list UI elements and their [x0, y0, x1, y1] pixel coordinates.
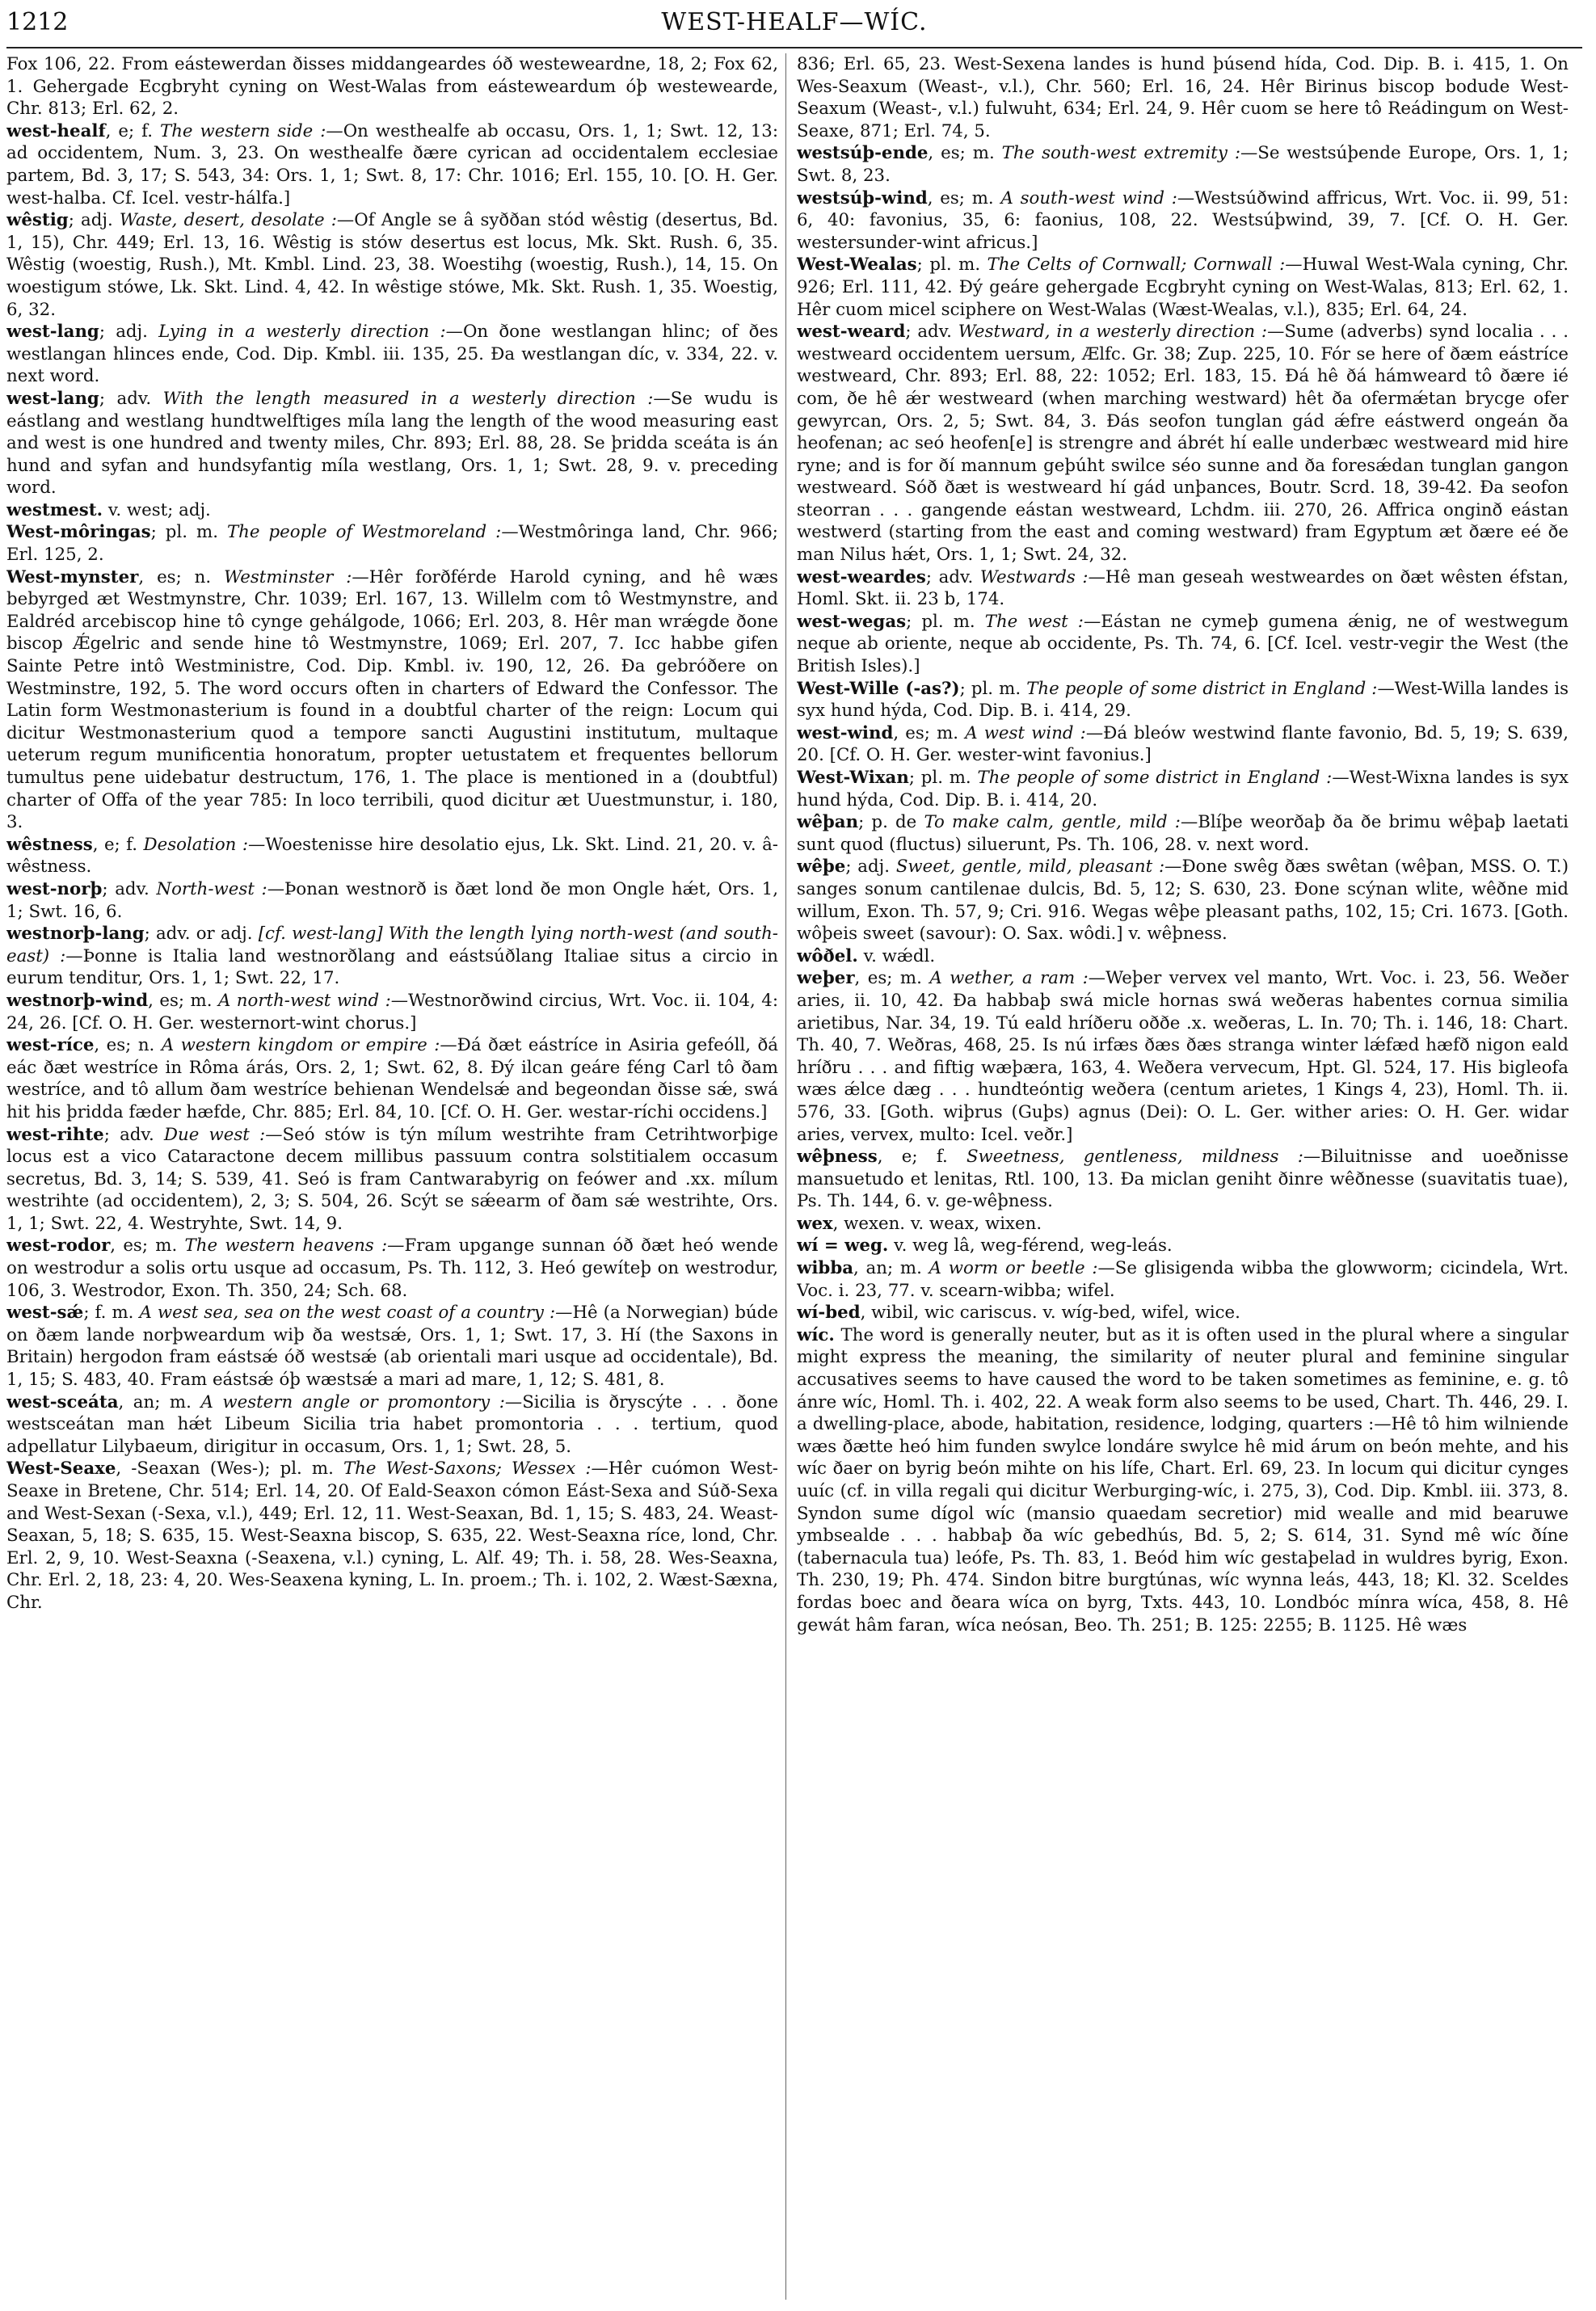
entry-citations: Þonan westnorð is ðæt lond ðe mon Ongle hǽt, Ors. 1, 1; Swt. 16, 6.	[6, 878, 778, 922]
entry-grammar: ; adv.	[905, 322, 952, 343]
entry-definition: The people of some district in England :—	[971, 768, 1350, 788]
entry-citations: Sicilia is ðryscýte . . . ðone westsceátan man hǽt Libeum Sicilia tria habet promontoria . . . tertium, quod adpellatur Lilybaeum, dirigitur in occasum, Ors. 1, 1; Swt. 28, 5.	[6, 1391, 778, 1457]
dictionary-entry	[6, 990, 778, 1034]
dictionary-entry	[797, 1146, 1569, 1213]
entry-definition: The western heavens :—	[177, 1235, 405, 1257]
entry-citations: 836; Erl. 65, 23. West-Sexena landes is hund þúsend hída, Cod. Dip. B. i. 415, 1. On Wes-Seaxum (Weast-, v.l.), Chr. 560; Erl. 16, 24. Hêr Birinus biscop bodude West-Seaxum (Weast-, v.l.) fulwuht, 634; Erl. 24, 9. Hêr cuom se here tô Reádingum on West-Seaxe, 871; Erl. 74, 5.	[797, 54, 1569, 141]
entry-citations: The word is generally neuter, but as it is often used in the plural where a singular might express the meaning, the similarity of neuter plural and feminine singular accusatives seems to have caused the word to be taken sometimes as feminine, e. g. tô ánre wíc, Homl. Th. i. 402, 22. A weak form also seems to be used, Chart. Th. 446, 29. I. a dwelling-place, abode, habitation, residence, lodging, quarters :—Hê tô him wilniende wæs ðætte heó him funden swylce londáre swylce hê mid árum on beón mehte, and his wíc ðaer on byrig beón mihte on his lífe, Chart. Erl. 69, 23. In locum qui dicitur cynges uuíc (cf. in villa regali qui dicitur Werburging-wíc, i. 275, 3), Cod. Dip. Kmbl. iii. 373, 8. Syndon sume dígol wíc (mansio quaedam secretior) mid wealle and mid bearuwe ymbsealde . . . habbaþ ða wíc gebedhús, Bd. 5, 2; S. 614, 31. Synd mê wíc ðíne (tabernacula tua) leófe, Ps. Th. 83, 1. Beód him wíc gestaþelad in wuldres byrig, Exon. Th. 230, 19; Ph. 474. Sindon bitre burgtúnas, wíc wynna leás, 443, 18; Kl. 32. Sceldes fordas boec and ðeara wíca on byrg, Txts. 443, 10. Londbóc mínra wíca, 458, 8. Hê gewát hâm faran, wíca neósan, Beo. Th. 251; B. 125: 2255; B. 1125. Hê wæs	[797, 1324, 1569, 1635]
entry-definition: Waste, desert, desolate :—	[112, 210, 355, 231]
dictionary-entry	[797, 187, 1569, 255]
entry-citations: Biluitnisse and uoeðnisse mansuetudo et lenitas, Rtl. 100, 13. Ða miclan geniht ðinre wêðnesse (suavitatis tuae), Ps. Th. 144, 6. v. ge-wêþness.	[797, 1147, 1569, 1212]
dictionary-entry	[6, 53, 778, 120]
entry-definition: A west sea, sea on the west coast of a country :—	[133, 1303, 573, 1324]
entry-definition: A western kingdom or empire :—	[154, 1035, 457, 1056]
entry-citations: Ðá ðæt eástríce in Asiria gefeóll, ðá eác ðæt westríce in Rôma árás, Ors. 2, 1; Swt. 62, 8. Ðý ilcan geáre féng Carl tô ðam westríce, and tô allum ðam westríce behienan Wendelsǽ and begeondan ðisse sǽ, swá hit his þridda fæder hæfde, Chr. 885; Erl. 84, 10. [Cf. O. H. Ger. westar-ríchi occidens.]	[6, 1035, 778, 1122]
entry-definition: The western side :—	[153, 120, 343, 141]
entry-citations: v. weg lâ, weg-férend, weg-leás.	[888, 1235, 1173, 1257]
entry-definition: With the length measured in a westerly direction :—	[151, 388, 671, 409]
entry-headword: west-sceáta	[6, 1391, 119, 1412]
entry-headword: west-healf	[6, 120, 106, 141]
dictionary-entry	[6, 566, 778, 834]
dictionary-entry	[6, 521, 778, 566]
entry-headword: west-norþ	[6, 878, 103, 899]
entry-headword: west-wind	[797, 722, 894, 743]
entry-grammar: ; adv.	[99, 388, 152, 409]
entry-grammar: ; adv.	[925, 566, 974, 587]
entry-definition: Due west :—	[154, 1124, 283, 1145]
entry-citations: Fox 106, 22. From eástewerdan ðisses middangeardes óð westeweardne, 18, 2; Fox 62, 1. Gehergade Ecgbryht cyning on West-Walas from eásteweardum óþ westewearde, Chr. 813; Erl. 62, 2.	[6, 54, 778, 120]
entry-headword: wibba	[797, 1258, 854, 1279]
entry-headword: west-wegas	[797, 611, 907, 632]
header-rule	[6, 47, 1582, 48]
dictionary-entry	[797, 811, 1569, 856]
dictionary-entry	[797, 611, 1569, 678]
entry-grammar: ; pl. m.	[908, 768, 971, 788]
entry-citations: Seó stów is týn mílum westrihte fram Cetrihtworþige locus est a vico Cataractone decem millibus passuum contra solstitialem occasum secretus, Bd. 3, 14; S. 539, 41. Seó is fram Cantwarabyrig on feówer and .xx. mílum westrihte (ad occidentem), 2, 3; S. 504, 26. Scýt se sǽearm of ðam sǽ westrihte, Ors. 1, 1; Swt. 22, 4. Westryhte, Swt. 14, 9.	[6, 1124, 778, 1234]
entry-grammar: , e; f.	[92, 834, 138, 855]
dictionary-entry	[797, 1213, 1569, 1235]
page-number: 1212	[6, 8, 69, 36]
entry-citations: Ðá bleów westwind flante favonio, Bd. 5, 19; S. 639, 20. [Cf. O. H. Ger. wester-wint favonius.]	[797, 722, 1569, 766]
entry-definition: Sweet, gentle, mild, pleasant :—	[890, 857, 1182, 878]
entry-headword: West-môringas	[6, 522, 151, 543]
dictionary-entry	[797, 678, 1569, 722]
entry-grammar: ; pl. m.	[959, 678, 1021, 699]
entry-headword: west-lang	[6, 388, 99, 409]
dictionary-entry	[797, 1302, 1569, 1324]
entry-citations: Hêr forðférde Harold cyning, and hê wæs bebyrged æt Westmynstre, Chr. 1039; Erl. 167, 13. Willelm com tô Westmynstre, and Ealdréd arcebiscop hine tô cynge gehálgode, 1066; Erl. 203, 8. Hêr man wrǽgde ðone biscop Ǽgelric and sende hine tô Westmynstre, 1069; Erl. 207, 7. Icc habbe gifen Sainte Petre intô Westministre, Cod. Dip. Kmbl. iv. 190, 12, 26. Ða gebróðere on Westminstre, 192, 5. The word occurs often in charters of Edward the Confessor. The Latin form Westmonasterium is found in a doubtful charter of the reign: Locum qui dicitur Westmonasterium quod a tempore sancti Augustini institutum, multaque ueterum regum munificentia honoratum, propter uetustatem et frequentes bellorum tumultus pene uidebatur destructum, 176, 1. The place is mentioned in a (doubtful) charter of Offa of the year 785: In loco terribili, quod dicitur æt Uuestmunstur, i. 180, 3.	[6, 566, 778, 833]
entry-citations: v. wíg-bed, wifel, wice.	[1037, 1303, 1240, 1324]
entry-definition: The West-Saxons; Wessex :—	[333, 1459, 609, 1480]
entry-grammar: , an; m.	[853, 1258, 922, 1279]
entry-citations: Huwal West-Wala cyning, Chr. 926; Erl. 111, 42. Ðý geáre gehergade Ecgbryht cyning on West-Walas, 813; Erl. 62, 1. Hêr cuom micel sciphere on West-Walas (Wæst-Wealas, v.l.), 835; Erl. 64, 24.	[797, 255, 1569, 320]
entry-definition: To make calm, gentle, mild :—	[916, 812, 1198, 833]
entry-headword: westnorþ-wind	[6, 990, 149, 1011]
dictionary-entry	[797, 254, 1569, 321]
dictionary-entry	[6, 878, 778, 923]
entry-grammar: , wibil, wic cariscus.	[860, 1303, 1038, 1324]
entry-headword: wêþness	[797, 1147, 878, 1168]
entry-headword: westsúþ-ende	[797, 143, 929, 164]
entry-grammar: ; pl. m.	[916, 255, 981, 276]
entry-grammar: , an; m.	[118, 1391, 192, 1412]
entry-citations: v. wǽdl.	[857, 945, 936, 966]
entry-grammar: , es; m.	[110, 1235, 178, 1257]
entry-grammar: ; adj.	[99, 322, 148, 343]
entry-definition: A western angle or promontory :—	[191, 1391, 523, 1412]
entry-grammar: , es; m.	[893, 722, 959, 743]
column-divider	[785, 53, 786, 2300]
dictionary-entry	[797, 142, 1569, 187]
entry-headword: West-Wille (-as?)	[797, 678, 960, 699]
entry-grammar: , es; m.	[927, 187, 994, 208]
entry-citations: On westhealfe ab occasu, Ors. 1, 1; Swt. 12, 13: ad occidentem, Num. 3, 23. On westhealfe ðære cyrican ad occidentalem ecclesiae partem, Bd. 3, 17; S. 543, 34: Ors. 1, 1; Swt. 8, 17: Chr. 1016; Erl. 155, 10. [O. H. Ger. west-halba. Cf. Icel. vestr-hálfa.]	[6, 120, 778, 208]
entry-definition: A west wind :—	[958, 722, 1104, 743]
entry-definition: The people of Westmoreland :—	[217, 522, 519, 543]
entry-grammar: , wexen.	[832, 1213, 906, 1234]
entry-headword: wex	[797, 1213, 833, 1234]
entry-definition: A south-west wind :—	[993, 187, 1195, 208]
entry-definition: Westward, in a westerly direction :—	[951, 322, 1285, 343]
entry-grammar: ; adj.	[68, 210, 113, 231]
dictionary-entry	[6, 1124, 778, 1235]
dictionary-entry	[797, 1324, 1569, 1636]
entry-definition: A wether, a ram :—	[921, 968, 1106, 989]
entry-grammar: ; pl. m.	[150, 522, 218, 543]
entry-grammar: ; adj.	[845, 857, 891, 878]
entry-definition: A north-west wind :—	[212, 990, 409, 1011]
entry-definition: Desolation :—	[137, 834, 266, 855]
entry-definition: Westwards :—	[973, 566, 1105, 587]
entry-citations: Blíþe weorðaþ ða ðe brimu wêþaþ laetati sunt quod (fluctus) siluerunt, Ps. Th. 106, 28. v. next word.	[797, 812, 1569, 855]
entry-citations: v. west; adj.	[103, 499, 211, 520]
dictionary-entry	[6, 923, 778, 990]
dictionary-entry	[6, 1391, 778, 1459]
entry-citations: v. weax, wixen.	[905, 1213, 1042, 1234]
entry-headword: westsúþ-wind	[797, 187, 928, 208]
dictionary-entry	[797, 1235, 1569, 1257]
entry-grammar: , es; m.	[148, 990, 213, 1011]
entry-headword: wêstig	[6, 210, 69, 231]
dictionary-entry	[797, 53, 1569, 142]
page-header	[6, 8, 1582, 44]
entry-citations: Westmôringa land, Chr. 966; Erl. 125, 2.	[6, 522, 778, 566]
entry-grammar: ; adv.	[103, 1124, 154, 1145]
entry-grammar: , es; n.	[94, 1035, 155, 1056]
entry-headword: West-Seaxe	[6, 1459, 116, 1480]
entry-definition: The south-west extremity :—	[994, 143, 1258, 164]
entry-citations: Hêr cuómon West-Seaxe in Bretene, Chr. 514; Erl. 14, 20. Of Eald-Seaxon cómon Eást-Sexa and Súð-Sexa and West-Sexan (-Sexa, v.l.), 449; Erl. 12, 11. West-Seaxan, Bd. 1, 15; S. 483, 24. Weast-Seaxan, 5, 18; S. 635, 15. West-Seaxna biscop, S. 635, 22. West-Seaxna ríce, lond, Chr. Erl. 2, 9, 10. West-Seaxna (-Seaxena, v.l.) cyning, L. Alf. 49; Th. i. 58, 28. Wes-Seaxna, Chr. Erl. 2, 18, 23: 4, 20. Wes-Seaxena kyning, L. In. proem.; Th. i. 102, 2. Wæst-Sæxna, Chr.	[6, 1459, 778, 1613]
dictionary-entry	[6, 388, 778, 499]
entry-citations: Fram upgange sunnan óð ðæt heó wende on westrodur a solis ortu usque ad occasum, Ps. Th. 112, 3. Heó gewíteþ on westrodur, 106, 3. Westrodor, Exon. Th. 350, 24; Sch. 68.	[6, 1235, 778, 1301]
entry-grammar: , es; m.	[854, 968, 922, 989]
entry-grammar: , -Seaxan (Wes-); pl. m.	[116, 1459, 334, 1480]
entry-citations: West-Willa landes is syx hund hýda, Cod. Dip. B. i. 414, 29.	[797, 678, 1569, 722]
entry-grammar: ; pl. m.	[906, 611, 975, 632]
entry-definition: The Celts of Cornwall; Cornwall :—	[980, 255, 1303, 276]
entry-grammar: ; adv.	[102, 878, 149, 899]
entry-grammar: , e; f.	[105, 120, 154, 141]
entry-citations: Þonne is Italia land westnorðlang and eástsúðlang Italiae situs a circio in eurum tenditur, Ors. 1, 1; Swt. 22, 17.	[6, 945, 778, 989]
dictionary-entry	[797, 856, 1569, 945]
entry-citations: Westnorðwind circius, Wrt. Voc. ii. 104, 4: 24, 26. [Cf. O. H. Ger. westernort-wint chorus.]	[6, 990, 778, 1033]
dictionary-entry	[797, 967, 1569, 1146]
entry-definition: Lying in a westerly direction :—	[147, 322, 463, 343]
entry-citations: Se glisigenda wibba the glowworm; cicindela, Wrt. Voc. i. 23, 77. v. scearn-wibba; wifel.	[797, 1258, 1569, 1301]
entry-citations: Ðone swêg ðæs swêtan (wêþan, MSS. O. T.) sanges sonum cantilenae dulcis, Bd. 5, 12; S. 630, 23. Ðone scýnan wlite, wêðne mid willum, Exon. Th. 57, 9; Cri. 916. Wegas wêþe pleasant paths, 102, 15; Cri. 1673. [Goth. wôþeis sweet (savour): O. Sax. wôdi.] v. wêþness.	[797, 857, 1569, 945]
entry-grammar: ; p. de	[858, 812, 917, 833]
dictionary-entry	[797, 767, 1569, 811]
entry-citations: Hê man geseah westweardes on ðæt wêsten éfstan, Homl. Skt. ii. 23 b, 174.	[797, 566, 1569, 610]
dictionary-entry	[6, 1302, 778, 1391]
entry-headword: weþer	[797, 968, 855, 989]
entry-definition: Sweetness, gentleness, mildness :—	[947, 1147, 1321, 1168]
dictionary-entry	[6, 1235, 778, 1302]
entry-headword: West-Wixan	[797, 768, 909, 788]
entry-headword: wí-bed	[797, 1303, 861, 1324]
entry-headword: west-sǽ	[6, 1303, 84, 1324]
dictionary-entry	[797, 321, 1569, 566]
dictionary-entry	[6, 321, 778, 388]
entry-headword: wêþan	[797, 812, 859, 833]
entry-headword: wêþe	[797, 857, 846, 878]
entry-definition: [cf. west-lang] With the length lying north-west (and south-east) :—	[6, 924, 778, 966]
entry-headword: wíc.	[797, 1324, 835, 1345]
entry-citations: Se wudu is eástlang and westlang hundtwelftiges míla lang the length of the wood measuring east and west is one hundred and twenty miles, Chr. 893; Erl. 88, 28. Se þridda sceáta is án hund and syfan and hundsyfantig míla westlang, Ors. 1, 1; Swt. 28, 9. v. preceding word.	[6, 388, 778, 499]
entry-citations: Sume (adverbs) synd localia . . . westweard occidentem uersum, Ælfc. Gr. 38; Zup. 225, 10. Fór se here of ðæm eástríce westweard, Chr. 893; Erl. 88, 22: 1052; Erl. 183, 15. Ðá hê ðá hámweard tô ðære ié com, ðe hê ǽr westweard (when marching westward) hêt ða ofermǽtan brycge ofer gewyrcan, Ors. 2, 5; Swt. 84, 3. Ðás seofon tunglan gád ǽfre eástwerd ongeán ða heofenan; ac seó heofen[e] is strengre and ábrét hí ealle underbæc westweard mid hire ryne; and is for ðí mannum geþúht swilce séo sunne and ða foresǽdan tunglan gangon westweard. Sóð ðæt is westweard hí gád unþances, Boutr. Scrd. 18, 39-42. Ða seofon steorran . . . gangende eástan westweard, Lchdm. iii. 270, 26. Affrica onginð eástan westwerd (starting from the east and coming westward) fram Egyptum æt ðære eé ðe man Nilus hǽt, Ors. 1, 1; Swt. 24, 32.	[797, 322, 1569, 566]
entry-headword: west-ríce	[6, 1035, 95, 1056]
entry-headword: wêstness	[6, 834, 93, 855]
entry-definition: A worm or beetle :—	[921, 1258, 1115, 1279]
dictionary-entry	[6, 499, 778, 522]
entry-citations: Eástan ne cymeþ gumena ǽnig, ne of westwegum neque ab oriente, neque ab occidente, Ps. Th. 74, 6. [Cf. Icel. vestr-vegir the West (the British Isles).]	[797, 611, 1569, 677]
entry-headword: west-lang	[6, 322, 99, 343]
dictionary-entry	[797, 1257, 1569, 1302]
entry-headword: wí = weg.	[797, 1235, 889, 1257]
page-title: WEST-HEALF—WÍC.	[661, 8, 928, 36]
entry-headword: West-mynster	[6, 566, 139, 587]
dictionary-entry	[6, 209, 778, 321]
dictionary-entry	[797, 566, 1569, 611]
dictionary-entry	[797, 722, 1569, 767]
entry-headword: west-weard	[797, 322, 906, 343]
entry-grammar: , es; m.	[928, 143, 995, 164]
entry-citations: On ðone westlangan hlinc; of ðes westlangan hlinces ende, Cod. Dip. Kmbl. iii. 135, 25. Ða westlangan díc, v. 334, 22. v. next word.	[6, 322, 778, 387]
entry-headword: westmest.	[6, 499, 103, 520]
left-column	[6, 53, 778, 2300]
dictionary-entry	[6, 1034, 778, 1123]
entry-grammar: , e; f.	[877, 1147, 948, 1168]
entry-citations: Hê (a Norwegian) búde on ðæm lande norþweardum wiþ ða westsǽ, Ors. 1, 1; Swt. 17, 3. Hí (the Saxons in Britain) hergodon fram eástsǽ óð westsǽ (ab orientali mari usque ad occidentale), Bd. 1, 15; S. 483, 40. Fram eástsǽ óþ wæstsǽ a mari ad mare, 1, 12; S. 481, 8.	[6, 1303, 778, 1391]
entry-citations: Westsúðwind affricus, Wrt. Voc. ii. 99, 51: 6, 40: favonius, 35, 6: faonius, 108, 22. Westsúþwind, 39, 7. [Cf. O. H. Ger. westersunder-wint africus.]	[797, 187, 1569, 253]
entry-headword: West-Wealas	[797, 255, 917, 276]
entry-citations: Weþer vervex vel manto, Wrt. Voc. i. 23, 56. Weðer aries, ii. 10, 42. Ða habbaþ swá micle hornas swá weðeras habentes cornua similia arietibus, Nar. 34, 19. Tú eald hríðeru oððe .x. weðeras, L. In. 70; Th. i. 146, 18: Chart. Th. 40, 7. Weðras, 468, 25. Is nú irfæs ðæs ðæs stranga winter lǽfæd hæfð nigon eald hríðru . . . and fiftig wæþæra, 163, 4. Weðera vervecum, Hpt. Gl. 524, 17. His bigleofa wæs ǽlce dæg . . . hundteóntig weðera (centum arietes, 1 Kings 4, 23), Homl. Th. ii. 576, 33. [Goth. wiþrus (Guþs) agnus (Dei): O. L. Ger. wither aries: O. H. Ger. widar aries, vervex, multo: Icel. veðr.]	[797, 968, 1569, 1145]
entry-grammar: ; f. m.	[83, 1303, 134, 1324]
entry-citations: West-Wixna landes is syx hund hýda, Cod. Dip. B. i. 414, 20.	[797, 768, 1569, 810]
dictionary-entry	[6, 120, 778, 209]
dictionary-entry	[797, 945, 1569, 968]
entry-headword: west-weardes	[797, 566, 926, 587]
entry-headword: west-rihte	[6, 1124, 104, 1145]
entry-definition: Westminster :—	[211, 566, 369, 587]
entry-grammar: ; adv. or adj.	[144, 924, 253, 945]
entry-citations: Woestenisse hire desolatio ejus, Lk. Skt. Lind. 21, 20. v. â-wêstness.	[6, 834, 778, 878]
entry-citations: Se westsúþende Europe, Ors. 1, 1; Swt. 8, 23.	[797, 143, 1569, 186]
dictionary-entry	[6, 834, 778, 878]
entry-citations: Of Angle se â syððan stód wêstig (desertus, Bd. 1, 15), Chr. 449; Erl. 13, 16. Wêstig is stów desertus est locus, Mk. Skt. Rush. 6, 35. Wêstig (woestig, Rush.), Mt. Kmbl. Lind. 23, 38. Woestihg (woestig, Rush.), 14, 15. On woestigum stówe, Lk. Skt. Lind. 4, 42. In wêstige stówe, Mk. Skt. Rush. 1, 35. Woestig, 6, 32.	[6, 210, 778, 320]
dictionary-entry	[6, 1458, 778, 1614]
entry-definition: North-west :—	[149, 878, 285, 899]
entry-headword: westnorþ-lang	[6, 924, 145, 945]
entry-headword: west-rodor	[6, 1235, 111, 1257]
entry-headword: wôðel.	[797, 945, 858, 966]
entry-definition: The west :—	[975, 611, 1101, 632]
entry-grammar: , es; n.	[138, 566, 212, 587]
right-column	[797, 53, 1569, 2300]
entry-definition: The people of some district in England :—	[1021, 678, 1395, 699]
